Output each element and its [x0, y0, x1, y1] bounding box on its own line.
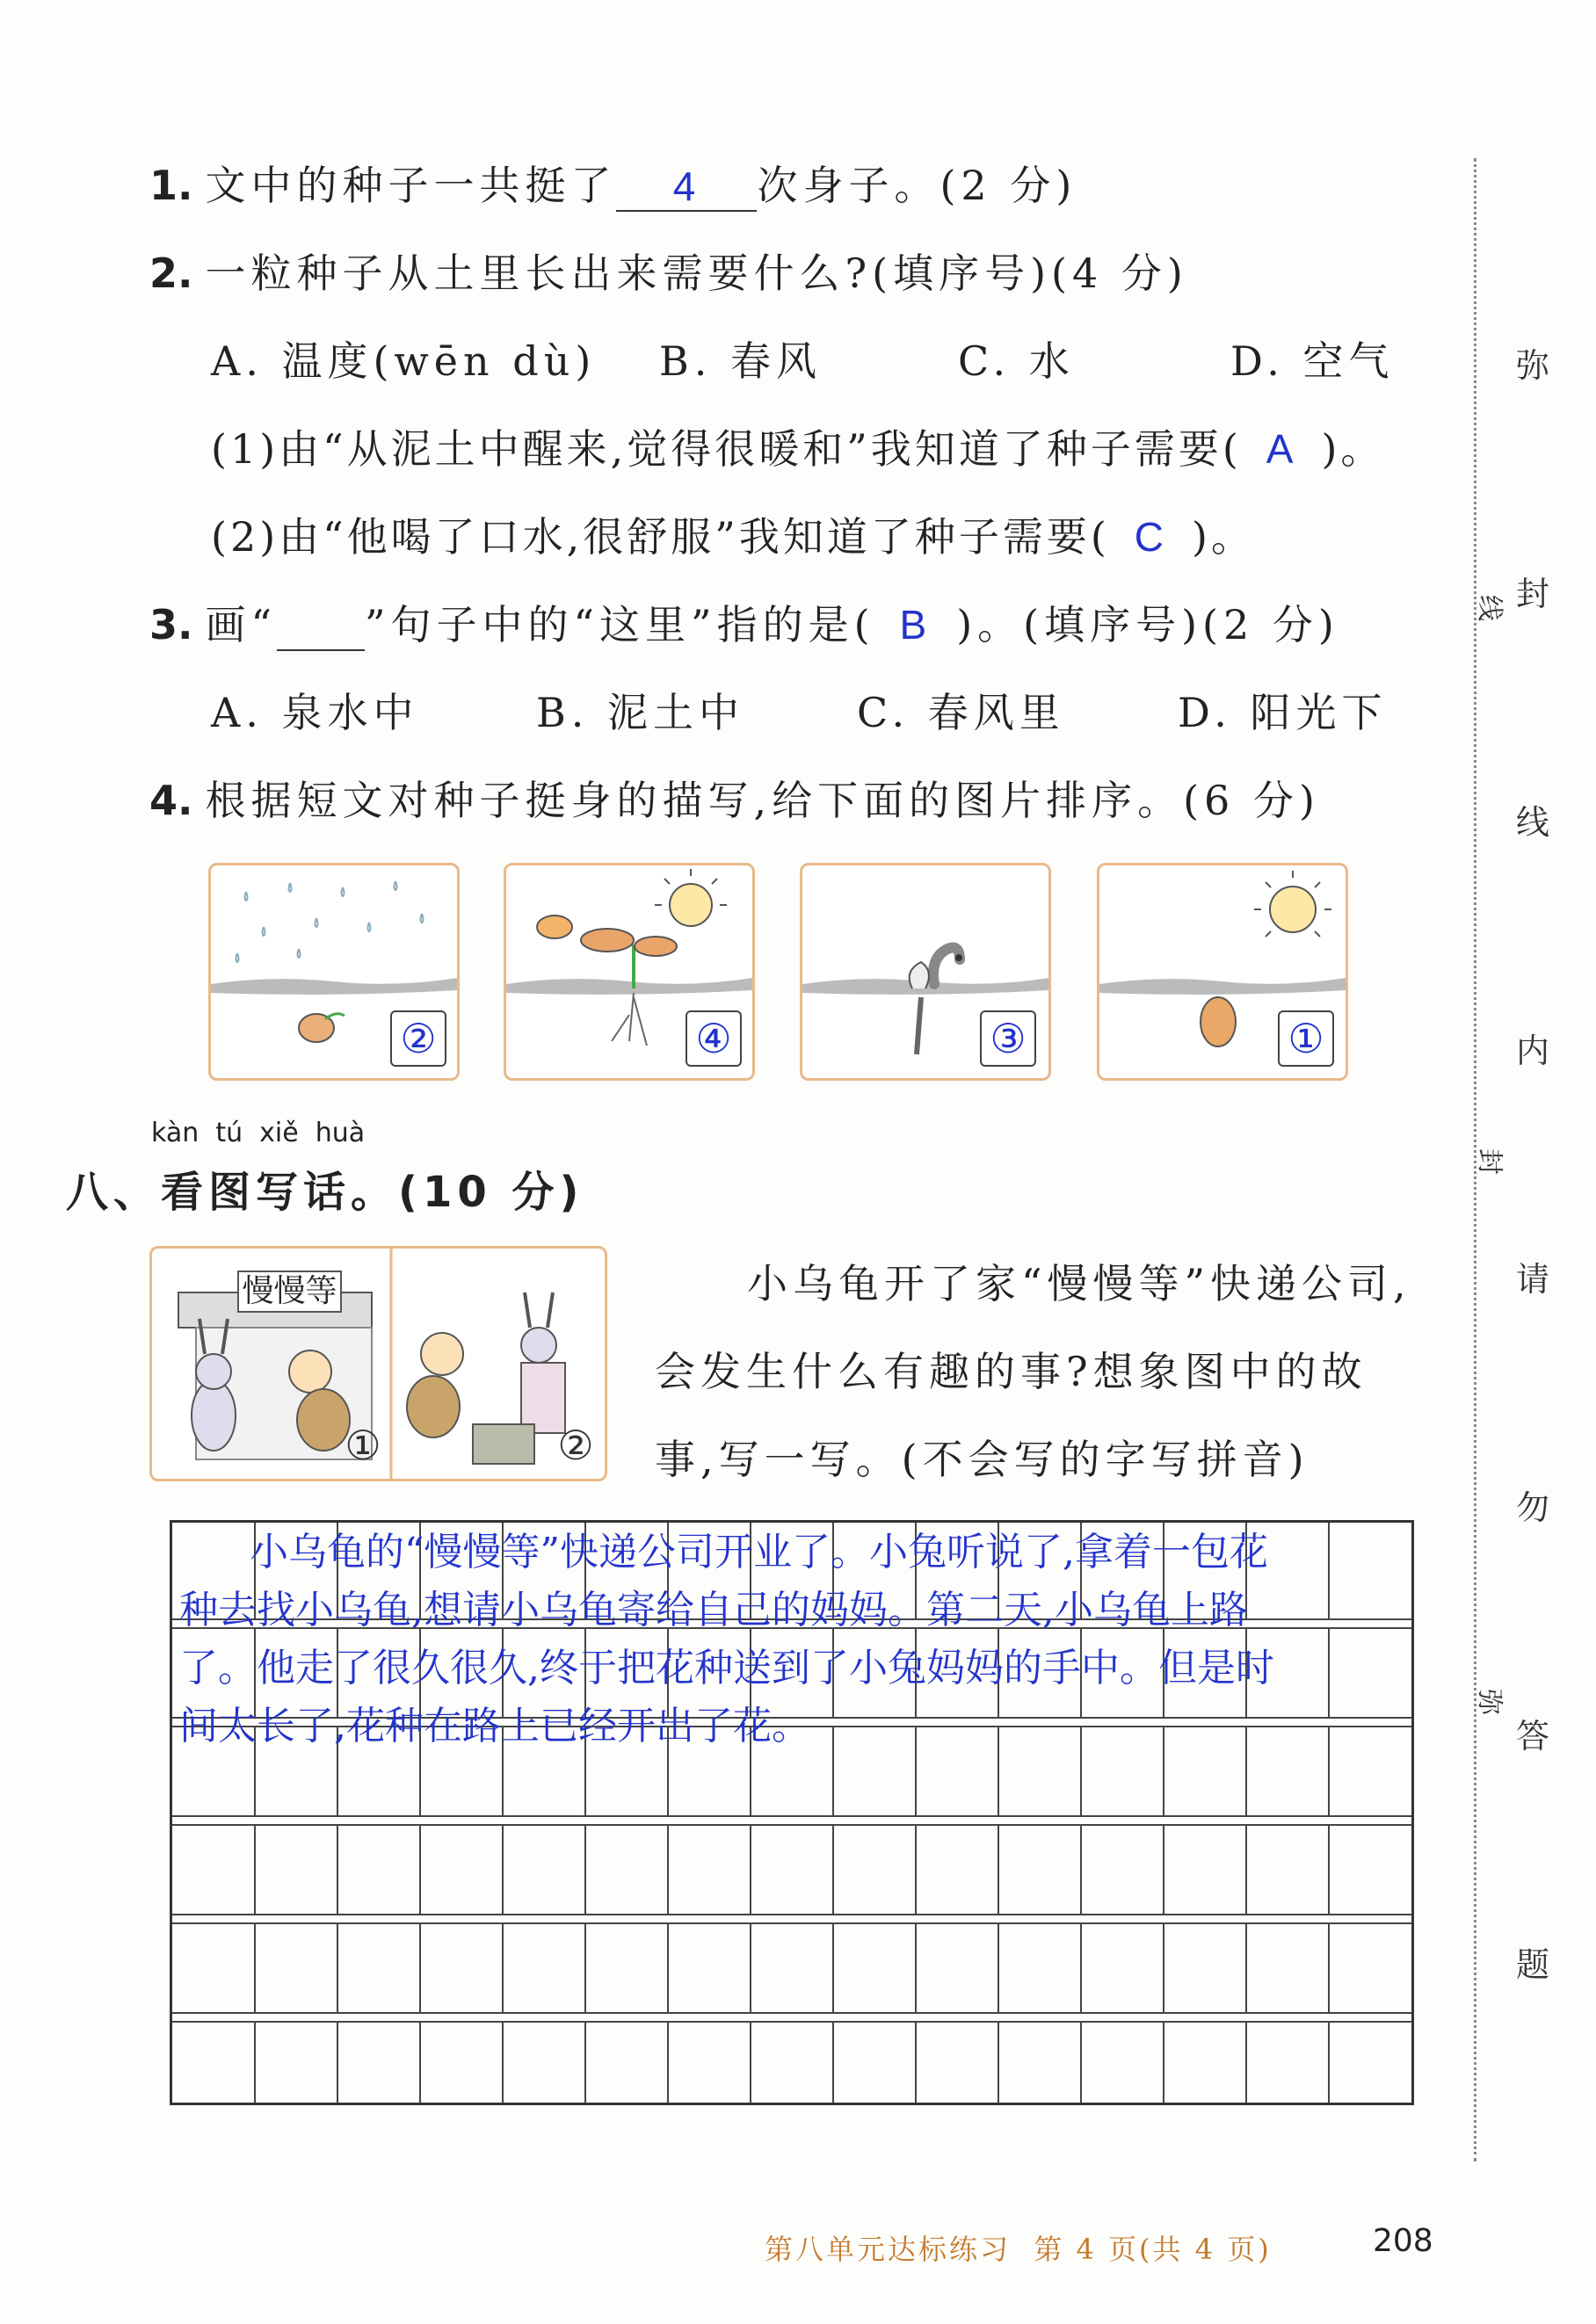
side-label-3: 线 — [1516, 803, 1550, 842]
question-text: 文中的种子一共挺了 — [205, 162, 617, 209]
side-label-4: 内 — [1516, 1032, 1550, 1070]
quote-blank — [277, 609, 365, 651]
q2-sub-2 — [211, 505, 1255, 563]
picture-number-1: ① — [345, 1422, 381, 1469]
sub-text: (2)由“他喝了口水,很舒服”我知道了种子需要( — [211, 513, 1110, 561]
q2-option-a: A. 温度(wēn dù) — [211, 337, 597, 385]
question-text-tail: 次身子。(2 分) — [757, 162, 1077, 209]
sub-text-tail: )。 — [1192, 513, 1255, 561]
section-pinyin: kàn tú xiě huà — [151, 1118, 366, 1148]
order-number-3: ③ — [980, 1010, 1036, 1067]
writing-grid[interactable] — [170, 1520, 1414, 2105]
q2-option-d: D. 空气 — [1230, 337, 1395, 385]
page-number: 208 — [1373, 2223, 1433, 2259]
order-number-4: ① — [1278, 1010, 1334, 1067]
q2-option-c: C. 水 — [958, 337, 1075, 385]
order-number-1: ② — [390, 1010, 446, 1067]
answer: A — [1266, 426, 1297, 472]
question-number: 3. — [149, 601, 193, 648]
essay-line-4: 间太长了,花种在路上已经开出了花。 — [179, 1704, 810, 1748]
question-text-mid: ”句子中的“这里”指的是( — [365, 601, 875, 648]
question-4 — [149, 769, 1320, 827]
side-label-5: 请 — [1516, 1260, 1550, 1299]
answer: 4 — [672, 163, 701, 209]
picture-number-2: ② — [557, 1422, 594, 1469]
margin-label-1: 线 — [1474, 595, 1505, 621]
sub-text: (1)由“从泥土中醒来,觉得很暖和”我知道了种子需要( — [211, 425, 1242, 473]
essay-line-1: 小乌龟的“慢慢等”快递公司开业了。小兔听说了,拿着一包花 — [250, 1530, 1268, 1575]
side-label-6: 勿 — [1516, 1488, 1550, 1527]
question-text: 画“ — [205, 601, 278, 648]
q3-option-c: C. 春风里 — [857, 689, 1065, 736]
question-3 — [149, 593, 1339, 651]
margin-label-2: 封 — [1474, 1148, 1505, 1175]
side-label-1: 弥 — [1516, 346, 1550, 385]
side-label-8: 题 — [1516, 1945, 1550, 1984]
answer: C — [1134, 514, 1167, 560]
company-sign: 慢慢等 — [237, 1271, 342, 1313]
q3-option-b: B. 泥土中 — [536, 689, 745, 736]
side-label-7: 答 — [1516, 1717, 1550, 1756]
question-number: 1. — [149, 162, 193, 209]
prompt-line-1: 小乌龟开了家“慢慢等”快递公司, — [747, 1260, 1411, 1307]
order-number-2: ④ — [686, 1010, 742, 1067]
q2-option-b: B. 春风 — [659, 337, 823, 385]
question-2 — [149, 242, 1188, 300]
q3-option-a: A. 泉水中 — [211, 689, 419, 736]
question-text: 根据短文对种子挺身的描写,给下面的图片排序。(6 分) — [205, 777, 1320, 824]
essay-line-2: 种去找小乌龟,想请小乌龟寄给自己的妈妈。第二天,小乌龟上路 — [179, 1588, 1248, 1633]
sub-text-tail: )。 — [1321, 425, 1385, 473]
answer-blank[interactable] — [616, 163, 757, 212]
answer: B — [899, 602, 932, 648]
q3-option-d: D. 阳光下 — [1178, 689, 1388, 736]
section-title: 八、看图写话。(10 分) — [66, 1168, 584, 1217]
essay-line-3: 了。他走了很久很久,终于把花种送到了小兔妈妈的手中。但是时 — [179, 1646, 1274, 1691]
question-text-tail: )。(填序号)(2 分) — [956, 601, 1339, 648]
margin-label-3: 弥 — [1474, 1689, 1505, 1715]
question-1 — [149, 154, 1077, 212]
question-number: 4. — [149, 777, 193, 824]
footer-text: 第八单元达标练习 第 4 页(共 4 页) — [765, 2233, 1272, 2266]
prompt-line-2: 会发生什么有趣的事?想象图中的故 — [655, 1348, 1367, 1395]
question-text: 一粒种子从土里长出来需要什么?(填序号)(4 分) — [205, 250, 1188, 297]
q2-sub-1 — [211, 417, 1384, 475]
question-number: 2. — [149, 250, 193, 297]
side-label-2: 封 — [1516, 575, 1550, 613]
prompt-line-3: 事,写一写。(不会写的字写拼音) — [655, 1436, 1309, 1483]
